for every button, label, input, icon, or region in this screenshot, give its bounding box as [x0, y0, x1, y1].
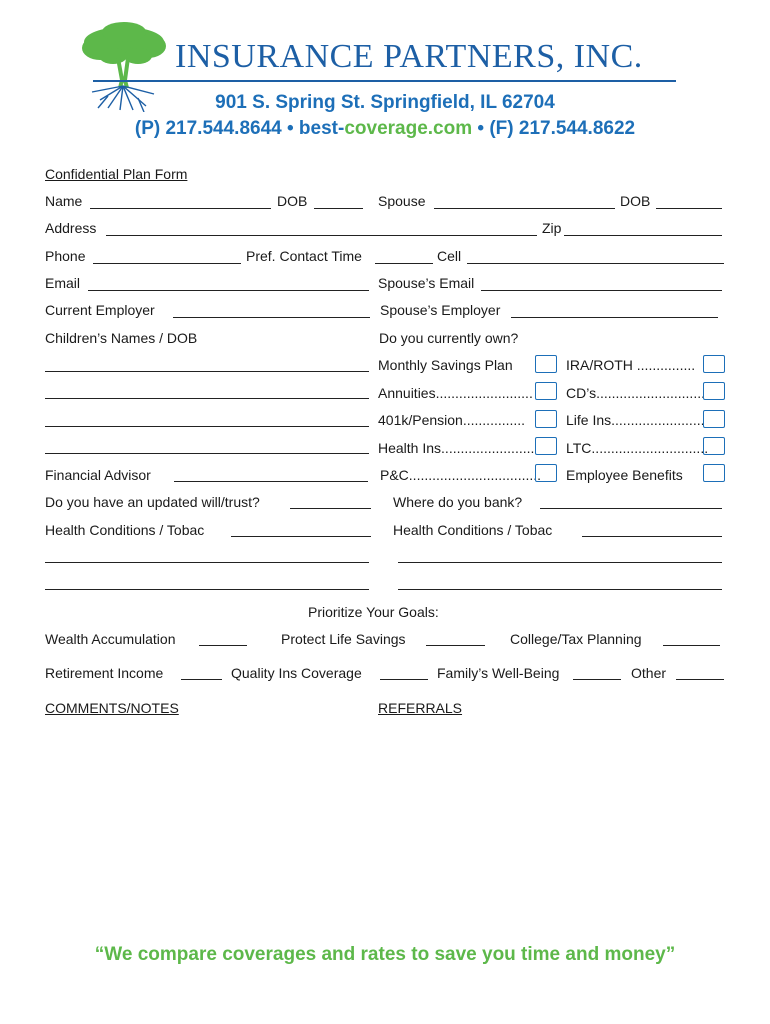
bank-field[interactable] [540, 508, 722, 509]
spouse-health-conditions-field[interactable] [582, 536, 722, 537]
retirement-field[interactable] [181, 679, 222, 680]
life-ins-label: Life Ins........................ [566, 412, 705, 428]
pc-label: P&C.................................. [380, 467, 542, 483]
email-label: Email [45, 275, 81, 291]
form-title: Confidential Plan Form [45, 166, 188, 182]
phone-field[interactable] [93, 263, 241, 264]
wealth-field[interactable] [199, 645, 247, 646]
college-field[interactable] [663, 645, 720, 646]
spouse-dob-field[interactable] [656, 208, 722, 209]
health-conditions-field[interactable] [231, 536, 371, 537]
footer-tagline: “We compare coverages and rates to save you time and money” [94, 944, 676, 965]
protect-label: Protect Life Savings [281, 631, 406, 647]
company-name: INSURANCE PARTNERS, INC. [175, 38, 643, 75]
email-field[interactable] [88, 290, 369, 291]
cell-label: Cell [437, 248, 462, 264]
referrals-area[interactable] [378, 724, 723, 924]
company-contact [0, 118, 770, 140]
will-trust-label: Do you have an updated will/trust? [45, 494, 260, 510]
phone-label: Phone [45, 248, 86, 264]
employer-label: Current Employer [45, 302, 155, 318]
website-a: best- [298, 118, 345, 139]
cds-checkbox[interactable] [703, 382, 725, 400]
name-field[interactable] [90, 208, 271, 209]
cds-label: CD’s............................ [566, 385, 705, 401]
zip-field[interactable] [564, 235, 722, 236]
401k-label: 401k/Pension................ [378, 412, 526, 428]
goals-title: Prioritize Your Goals: [308, 604, 439, 620]
address-field[interactable] [106, 235, 537, 236]
address-label: Address [45, 220, 97, 236]
children-label: Children’s Names / DOB [45, 330, 198, 346]
comments-area[interactable] [45, 724, 365, 924]
health-ins-label: Health Ins........................ [378, 440, 535, 456]
children-line-4[interactable] [45, 453, 369, 454]
spouse-employer-label: Spouse’s Employer [380, 302, 501, 318]
header-rule [93, 80, 676, 82]
spouse-label: Spouse [378, 193, 426, 209]
ltc-checkbox[interactable] [703, 437, 725, 455]
name-label: Name [45, 193, 83, 209]
spouse-health-line-1[interactable] [398, 562, 722, 563]
employee-benefits-checkbox[interactable] [703, 464, 725, 482]
annuities-label: Annuities......................... [378, 385, 533, 401]
quality-field[interactable] [380, 679, 428, 680]
spouse-email-label: Spouse’s Email [378, 275, 475, 291]
website-b: coverage.com [344, 118, 473, 139]
college-label: College/Tax Planning [510, 631, 642, 647]
401k-checkbox[interactable] [535, 410, 557, 428]
quality-label: Quality Ins Coverage [231, 665, 362, 681]
retirement-label: Retirement Income [45, 665, 164, 681]
financial-advisor-field[interactable] [174, 481, 368, 482]
cell-field[interactable] [467, 263, 724, 264]
children-line-2[interactable] [45, 398, 369, 399]
family-field[interactable] [573, 679, 621, 680]
dob-label: DOB [277, 193, 308, 209]
other-field[interactable] [676, 679, 724, 680]
employer-field[interactable] [173, 317, 370, 318]
bank-label: Where do you bank? [393, 494, 523, 510]
life-ins-checkbox[interactable] [703, 410, 725, 428]
financial-advisor-label: Financial Advisor [45, 467, 151, 483]
will-trust-field[interactable] [290, 508, 371, 509]
company-address: 901 S. Spring St. Springfield, IL 62704 [215, 92, 555, 113]
annuities-checkbox[interactable] [535, 382, 557, 400]
zip-label: Zip [542, 220, 562, 236]
pc-checkbox[interactable] [535, 464, 557, 482]
other-label: Other [631, 665, 667, 681]
referrals-heading: REFERRALS [378, 700, 463, 716]
children-line-1[interactable] [45, 371, 369, 372]
comments-heading: COMMENTS/NOTES [45, 700, 179, 716]
children-line-3[interactable] [45, 426, 369, 427]
health-line-1[interactable] [45, 562, 369, 563]
spouse-email-field[interactable] [481, 290, 722, 291]
ltc-label: LTC.............................. [566, 440, 709, 456]
own-question: Do you currently own? [379, 330, 519, 346]
protect-field[interactable] [426, 645, 485, 646]
pref-contact-field[interactable] [375, 263, 433, 264]
fax-number: • (F) 217.544.8622 [477, 118, 636, 139]
spouse-health-conditions-label: Health Conditions / Tobac [393, 522, 553, 538]
dob-field[interactable] [314, 208, 363, 209]
phone-number: (P) 217.544.8644 • [134, 118, 294, 139]
health-ins-checkbox[interactable] [535, 437, 557, 455]
spouse-field[interactable] [434, 208, 615, 209]
spouse-health-line-2[interactable] [398, 589, 722, 590]
ira-roth-label: IRA/ROTH ............... [566, 357, 696, 373]
pref-contact-label: Pref. Contact Time [246, 248, 362, 264]
spouse-employer-field[interactable] [511, 317, 718, 318]
ira-roth-checkbox[interactable] [703, 355, 725, 373]
monthly-savings-label: Monthly Savings Plan [378, 357, 513, 373]
wealth-label: Wealth Accumulation [45, 631, 176, 647]
spouse-dob-label: DOB [620, 193, 651, 209]
health-line-2[interactable] [45, 589, 369, 590]
family-label: Family’s Well-Being [437, 665, 560, 681]
employee-benefits-label: Employee Benefits [566, 467, 683, 483]
monthly-savings-checkbox[interactable] [535, 355, 557, 373]
health-conditions-label: Health Conditions / Tobac [45, 522, 205, 538]
